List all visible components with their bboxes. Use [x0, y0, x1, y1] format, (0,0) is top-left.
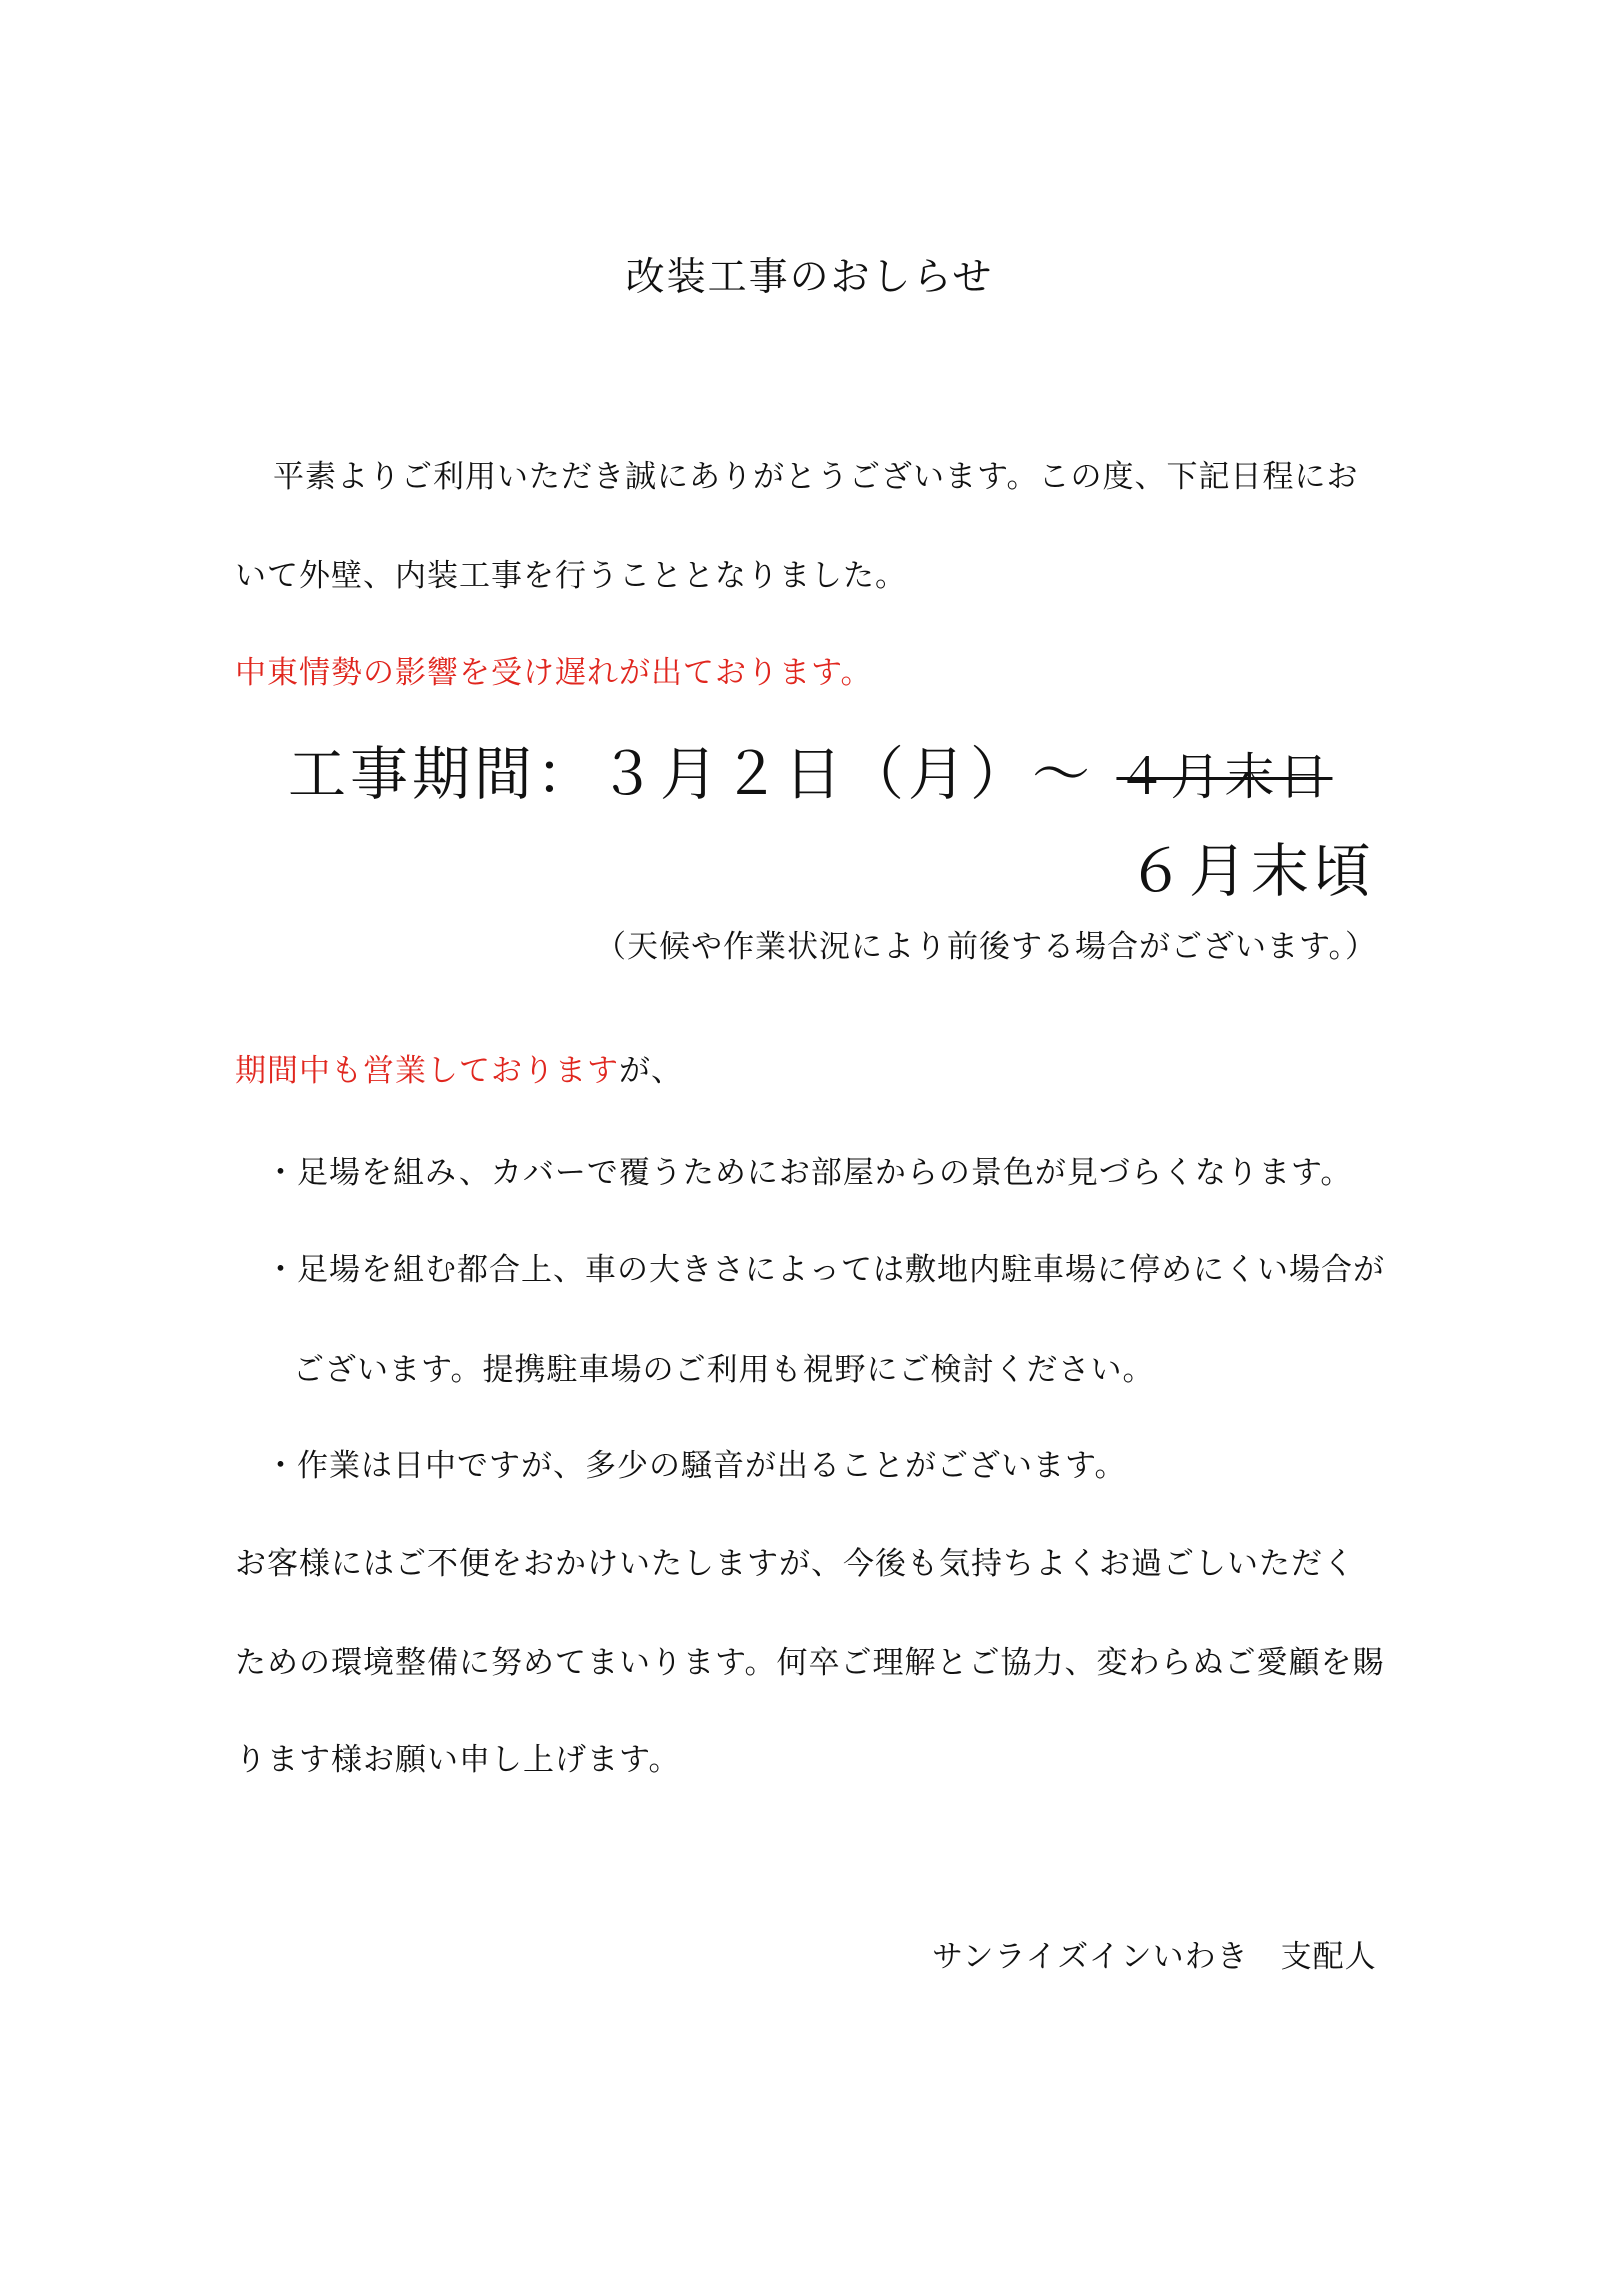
bullet-item-parking-cont: ございます。提携駐車場のご利用も視野にご検討ください。 [293, 1352, 1155, 1388]
intro-line-2: いて外壁、内装工事を行うこととなりました。 [235, 558, 907, 594]
business-open-tail: が、 [619, 1053, 683, 1089]
bullet-item-scaffold-view: ・足場を組み、カバーで覆うためにお部屋からの景色が見づらくなります。 [265, 1155, 1353, 1191]
business-open-notice [235, 1053, 683, 1089]
business-open-red: 期間中も営業しております [235, 1053, 619, 1089]
period-label: 工事期間：３月２日（月）～ [288, 740, 1095, 808]
delay-notice: 中東情勢の影響を受け遅れが出ております。 [235, 655, 873, 691]
bullet-item-parking: ・足場を組む都合上、車の大きさによっては敷地内駐車場に停めにくい場合が [265, 1252, 1385, 1288]
intro-line-1: 平素よりご利用いただき誠にありがとうございます。この度、下記日程にお [273, 459, 1359, 495]
period-original-end: ４月末日 [1116, 748, 1333, 806]
period-note: （天候や作業状況により前後する場合がございます。） [595, 929, 1378, 965]
construction-period [288, 740, 1333, 808]
bullet-item-noise: ・作業は日中ですが、多少の騒音が出ることがございます。 [265, 1448, 1127, 1484]
period-revised-end: ６月末頃 [1127, 837, 1376, 905]
notice-title: 改装工事のおしらせ [625, 255, 994, 300]
signature: サンライズインいわき 支配人 [932, 1939, 1377, 1975]
closing-line-3: ります様お願い申し上げます。 [235, 1742, 681, 1778]
closing-line-1: お客様にはご不便をおかけいたしますが、今後も気持ちよくお過ごしいただく [235, 1546, 1355, 1582]
closing-line-2: ための環境整備に努めてまいります。何卒ご理解とご協力、変わらぬご愛顧を賜 [235, 1645, 1385, 1681]
